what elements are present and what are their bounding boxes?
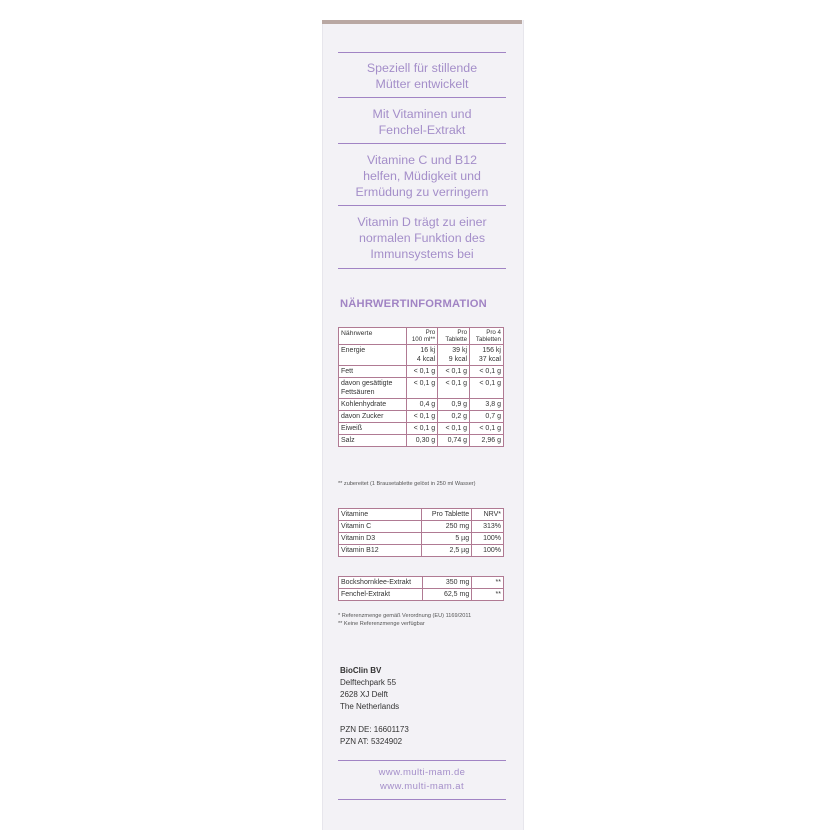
table-cell: < 0,1 g xyxy=(438,423,470,435)
divider-line xyxy=(338,52,506,53)
row-label: Eiweiß xyxy=(339,423,407,435)
table-cell: 100% xyxy=(472,545,504,557)
table-cell: 5 µg xyxy=(422,533,472,545)
claim-line: Mütter entwickelt xyxy=(375,77,469,91)
table-cell: < 0,1 g xyxy=(406,423,438,435)
row-label: Vitamin C xyxy=(339,521,422,533)
claim-line: Mit Vitaminen und xyxy=(372,107,472,121)
claim-text xyxy=(330,214,514,262)
table-row xyxy=(339,345,504,366)
divider-line xyxy=(338,97,506,98)
table-cell: 0,2 g xyxy=(438,411,470,423)
claim-line: Vitamine C und B12 xyxy=(367,153,477,167)
row-label: Salz xyxy=(339,435,407,447)
row-label: Bockshornklee-Extrakt xyxy=(339,577,423,589)
claim-text xyxy=(330,106,514,138)
table-row xyxy=(339,577,504,589)
vitamin-table xyxy=(338,508,504,557)
header-cell: Vitamine xyxy=(339,509,422,521)
company-name: BioClin BV xyxy=(340,666,382,675)
table-cell: 3,8 g xyxy=(470,399,504,411)
table-cell: < 0,1 g xyxy=(406,366,438,378)
table-cell: 0,9 g xyxy=(438,399,470,411)
reference-note: ** Keine Referenzmenge verfügbar xyxy=(338,621,425,627)
table-cell: < 0,1 g xyxy=(406,378,438,399)
pzn-de: PZN DE: 16601173 xyxy=(340,725,409,734)
header-cell: NRV* xyxy=(472,509,504,521)
table-row xyxy=(339,589,504,601)
table-cell: 350 mg xyxy=(422,577,472,589)
table-cell: < 0,1 g xyxy=(470,378,504,399)
address-line: Delftechpark 55 xyxy=(340,678,397,687)
table-cell: ** xyxy=(472,577,504,589)
table-cell: 156 kj 37 kcal xyxy=(470,345,504,366)
claim-line: Speziell für stillende xyxy=(366,61,478,75)
table-cell: 0,74 g xyxy=(438,435,470,447)
claim-text xyxy=(330,60,514,92)
table-row xyxy=(339,423,504,435)
row-label: Kohlenhydrate xyxy=(339,399,407,411)
claim-line: Vitamin D trägt zu einer xyxy=(357,215,487,229)
table-cell: 313% xyxy=(472,521,504,533)
claim-line: Ermüdung zu verringern xyxy=(355,185,489,199)
table-row xyxy=(339,366,504,378)
website-at: www.multi-mam.at xyxy=(380,781,464,792)
extract-table xyxy=(338,576,504,601)
claim-line: Immunsystems bei xyxy=(370,247,474,261)
table-cell: 100% xyxy=(472,533,504,545)
divider-line xyxy=(338,205,506,206)
nutrition-table xyxy=(338,327,504,447)
table-cell: < 0,1 g xyxy=(406,411,438,423)
website-de: www.multi-mam.de xyxy=(378,767,466,778)
divider-line xyxy=(338,760,506,761)
table-cell: ** xyxy=(472,589,504,601)
header-cell: Pro Tablette xyxy=(422,509,472,521)
header-cell: Nährwerte xyxy=(339,328,407,345)
nutrition-heading: NÄHRWERTINFORMATION xyxy=(340,298,487,310)
claim-line: Fenchel-Extrakt xyxy=(378,123,466,137)
table-row xyxy=(339,378,504,399)
table-cell: 0,30 g xyxy=(406,435,438,447)
preparation-footnote: ** zubereitet (1 Brausetablette gelöst in 250 ml Wasser) xyxy=(338,481,476,487)
row-label: Energie xyxy=(339,345,407,366)
row-label: Fett xyxy=(339,366,407,378)
divider-line xyxy=(338,799,506,800)
table-cell: < 0,1 g xyxy=(438,378,470,399)
address-line: 2628 XJ Delft xyxy=(340,690,389,699)
package-top-edge xyxy=(322,20,522,24)
row-label: Vitamin B12 xyxy=(339,545,422,557)
table-row xyxy=(339,545,504,557)
claim-text xyxy=(330,152,514,200)
table-cell: 16 kj 4 kcal xyxy=(406,345,438,366)
header-cell: Pro Tablette xyxy=(438,328,470,345)
table-cell: 2,5 µg xyxy=(422,545,472,557)
table-row xyxy=(339,533,504,545)
table-header-row xyxy=(339,328,504,345)
header-cell: Pro 4 Tabletten xyxy=(470,328,504,345)
table-header-row xyxy=(339,509,504,521)
table-row xyxy=(339,521,504,533)
table-cell: 0,4 g xyxy=(406,399,438,411)
table-row xyxy=(339,399,504,411)
table-cell: < 0,1 g xyxy=(470,423,504,435)
row-label: davon gesättigte Fettsäuren xyxy=(339,378,407,399)
claim-line: normalen Funktion des xyxy=(358,231,486,245)
table-row xyxy=(339,411,504,423)
address-line: The Netherlands xyxy=(340,702,400,711)
reference-note: * Referenzmenge gemäß Verordnung (EU) 1169/2011 xyxy=(338,613,472,619)
table-cell: 39 kj 9 kcal xyxy=(438,345,470,366)
table-cell: < 0,1 g xyxy=(470,366,504,378)
row-label: davon Zucker xyxy=(339,411,407,423)
table-cell: 0,7 g xyxy=(470,411,504,423)
row-label: Fenchel-Extrakt xyxy=(339,589,423,601)
table-cell: 250 mg xyxy=(422,521,472,533)
table-row xyxy=(339,435,504,447)
header-cell: Pro 100 ml** xyxy=(406,328,438,345)
table-cell: 2,96 g xyxy=(470,435,504,447)
claim-line: helfen, Müdigkeit und xyxy=(363,169,481,183)
table-cell: < 0,1 g xyxy=(438,366,470,378)
divider-line xyxy=(338,268,506,269)
table-cell: 62,5 mg xyxy=(422,589,472,601)
divider-line xyxy=(338,143,506,144)
pzn-at: PZN AT: 5324902 xyxy=(340,737,403,746)
row-label: Vitamin D3 xyxy=(339,533,422,545)
